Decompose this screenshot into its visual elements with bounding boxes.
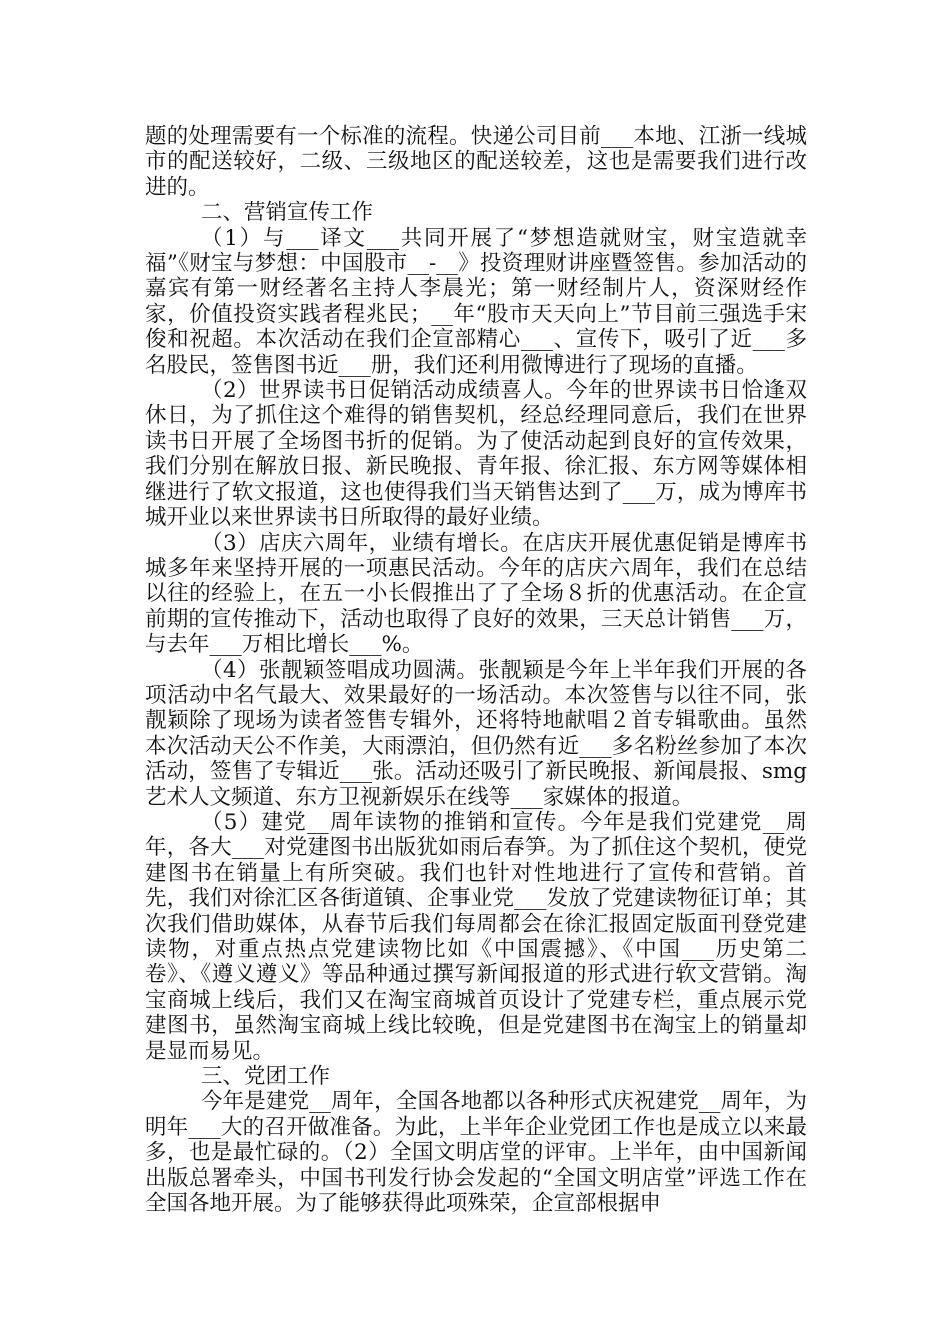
section-heading-marketing: 二、营销宣传工作 (201, 200, 374, 226)
paragraph-item-1: （1）与___译文___共同开展了“梦想造就财宝，财宝造就幸福”《财宝与梦想：中国股市__-__》投资理财讲座暨签售。参加活动的嘉宾有第一财经著名主持人李晨光；第一财经制片人，资深财经作家，价值投资实践者程兆民；__年“股市天天向上”节目前三强选手宋俊和祝超。本次活动在我们企宣部精心___、宣传下，吸引了近___多名股民，签售图书近___册，我们还利用微博进行了现场的直播。 (145, 225, 807, 378)
document-page (145, 124, 807, 1216)
paragraph-intro: 题的处理需要有一个标准的流程。快递公司目前___本地、江浙一线城市的配送较好，二级、三级地区的配送较差，这也是需要我们进行改进的。 (145, 124, 807, 200)
paragraph-item-4: （4）张靓颖签唱成功圆满。张靓颖是今年上半年我们开展的各项活动中名气最大、效果最好的一场活动。本次签售与以往不同，张靓颖除了现场为读者签售专辑外，还将特地献唱２首专辑歌曲。虽然本次活动天公不作美，大雨漂泊，但仍然有近___多名粉丝参加了本次活动，签售了专辑近___张。活动还吸引了新民晚报、新闻晨报、smg艺术人文频道、东方卫视新娱乐在线等___家媒体的报道。 (145, 657, 807, 810)
paragraph-item-5: （5）建党__周年读物的推销和宣传。今年是我们党建党__周年，各大___对党建图书出版犹如雨后春笋。为了抓住这个契机，使党建图书在销量上有所突破。我们也针对性地进行了宣传和营销。首先，我们对徐汇区各街道镇、企事业党___发放了党建读物征订单；其次我们借助媒体，从春节后我们每周都会在徐汇报固定版面刊登党建读物，对重点热点党建读物比如《中国震撼》、《中国___历史第二卷》、《遵义遵义》等品种通过撰写新闻报道的形式进行软文营销。淘宝商城上线后，我们又在淘宝商城首页设计了党建专栏，重点展示党建图书，虽然淘宝商城上线比较晚，但是党建图书在淘宝上的销量却是显而易见。 (145, 809, 807, 1064)
paragraph-item-3: （3）店庆六周年，业绩有增长。在店庆开展优惠促销是博库书城多年来坚持开展的一项惠民活动。今年的店庆六周年，我们在总结以往的经验上，在五一小长假推出了了全场８折的优惠活动。在企宣前期的宣传推动下，活动也取得了良好的效果，三天总计销售___万，与去年___万相比增长___%。 (145, 530, 807, 658)
paragraph-party-work: 今年是建党__周年，全国各地都以各种形式庆祝建党__周年，为明年___大的召开做准备。为此，上半年企业党团工作也是成立以来最多，也是最忙碌的。（2）全国文明店堂的评审。上半年，由中国新闻出版总署牵头，中国书刊发行协会发起的“全国文明店堂”评选工作在全国各地开展。为了能够获得此项殊荣，企宣部根据申 (145, 1089, 807, 1217)
section-heading-party: 三、党团工作 (201, 1064, 331, 1090)
paragraph-item-2: （2）世界读书日促销活动成绩喜人。今年的世界读书日恰逢双休日，为了抓住这个难得的销售契机，经总经理同意后，我们在世界读书日开展了全场图书折的促销。为了使活动起到良好的宣传效果，我们分别在解放日报、新民晚报、青年报、徐汇报、东方网等媒体相继进行了软文报道，这也使得我们当天销售达到了___万，成为博库书城开业以来世界读书日所取得的最好业绩。 (145, 378, 807, 531)
